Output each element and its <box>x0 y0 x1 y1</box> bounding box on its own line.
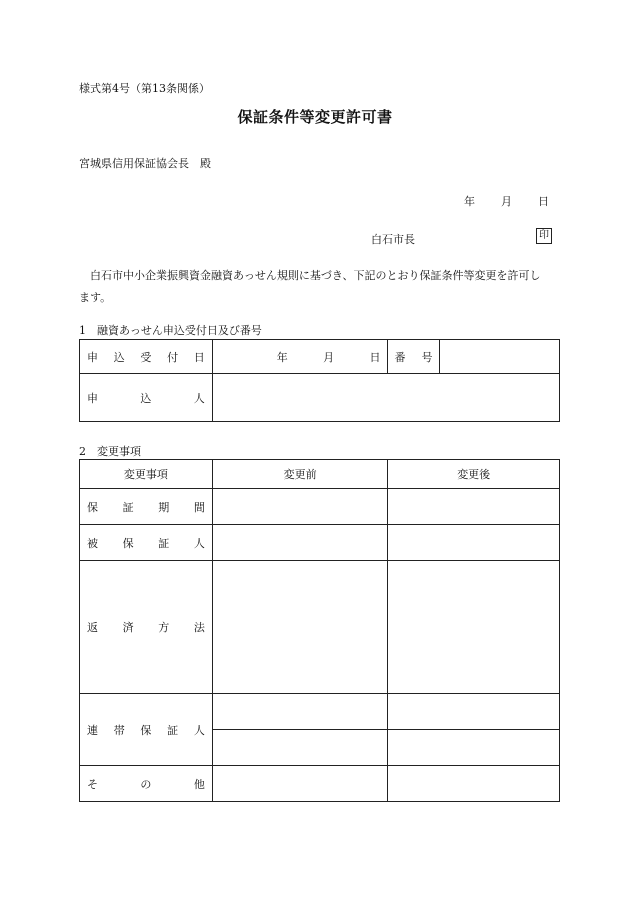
receipt-date-label: 申 込 受 付 日 <box>80 340 213 374</box>
repayment-after-field[interactable] <box>388 561 560 694</box>
addressee: 宮城県信用保証協会長 殿 <box>79 157 211 170</box>
changes-table <box>79 459 560 802</box>
period-before-field[interactable] <box>212 489 388 525</box>
row-label-joint-guarantor: 連 帯 保 証 人 <box>80 694 213 766</box>
repayment-before-field[interactable] <box>212 561 388 694</box>
row-label-other: そ の 他 <box>80 766 213 802</box>
other-after-field[interactable] <box>388 766 560 802</box>
guarantee-before-field[interactable] <box>212 525 388 561</box>
period-after-field[interactable] <box>388 489 560 525</box>
date-month: 月 <box>501 195 512 208</box>
issuer-title: 白石市長 <box>371 233 415 246</box>
row-label-repayment: 返 済 方 法 <box>80 561 213 694</box>
body-text: 白石市中小企業振興資金融資あっせん規則に基づき、下記のとおり保証条件等変更を許可します。 <box>79 269 541 304</box>
col-header-after: 変更後 <box>388 460 560 489</box>
applicant-label: 申 込 人 <box>80 374 213 422</box>
document-title: 保証条件等変更許可書 <box>237 108 393 126</box>
date-year: 年 <box>464 195 475 208</box>
section2-heading: 2 変更事項 <box>79 445 141 458</box>
form-number: 様式第4号（第13条関係） <box>79 82 210 95</box>
joint-after-field-1[interactable] <box>388 694 560 730</box>
number-label: 番 号 <box>387 340 440 374</box>
other-before-field[interactable] <box>212 766 388 802</box>
guarantee-after-field[interactable] <box>388 525 560 561</box>
joint-after-field-2[interactable] <box>388 730 560 766</box>
row-label-guarantee: 被 保 証 人 <box>80 525 213 561</box>
issue-date <box>464 193 549 209</box>
seal-mark: 印 <box>536 228 552 244</box>
joint-before-field-1[interactable] <box>212 694 388 730</box>
col-header-item: 変更事項 <box>80 460 213 489</box>
joint-before-field-2[interactable] <box>212 730 388 766</box>
section1-heading: 1 融資あっせん申込受付日及び番号 <box>79 324 262 337</box>
receipt-date-field[interactable]: 年 月 日 <box>212 340 387 374</box>
applicant-field[interactable] <box>212 374 559 422</box>
date-day: 日 <box>538 195 549 208</box>
col-header-before: 変更前 <box>212 460 388 489</box>
application-table <box>79 339 560 422</box>
row-label-period: 保 証 期 間 <box>80 489 213 525</box>
number-field[interactable] <box>440 340 560 374</box>
